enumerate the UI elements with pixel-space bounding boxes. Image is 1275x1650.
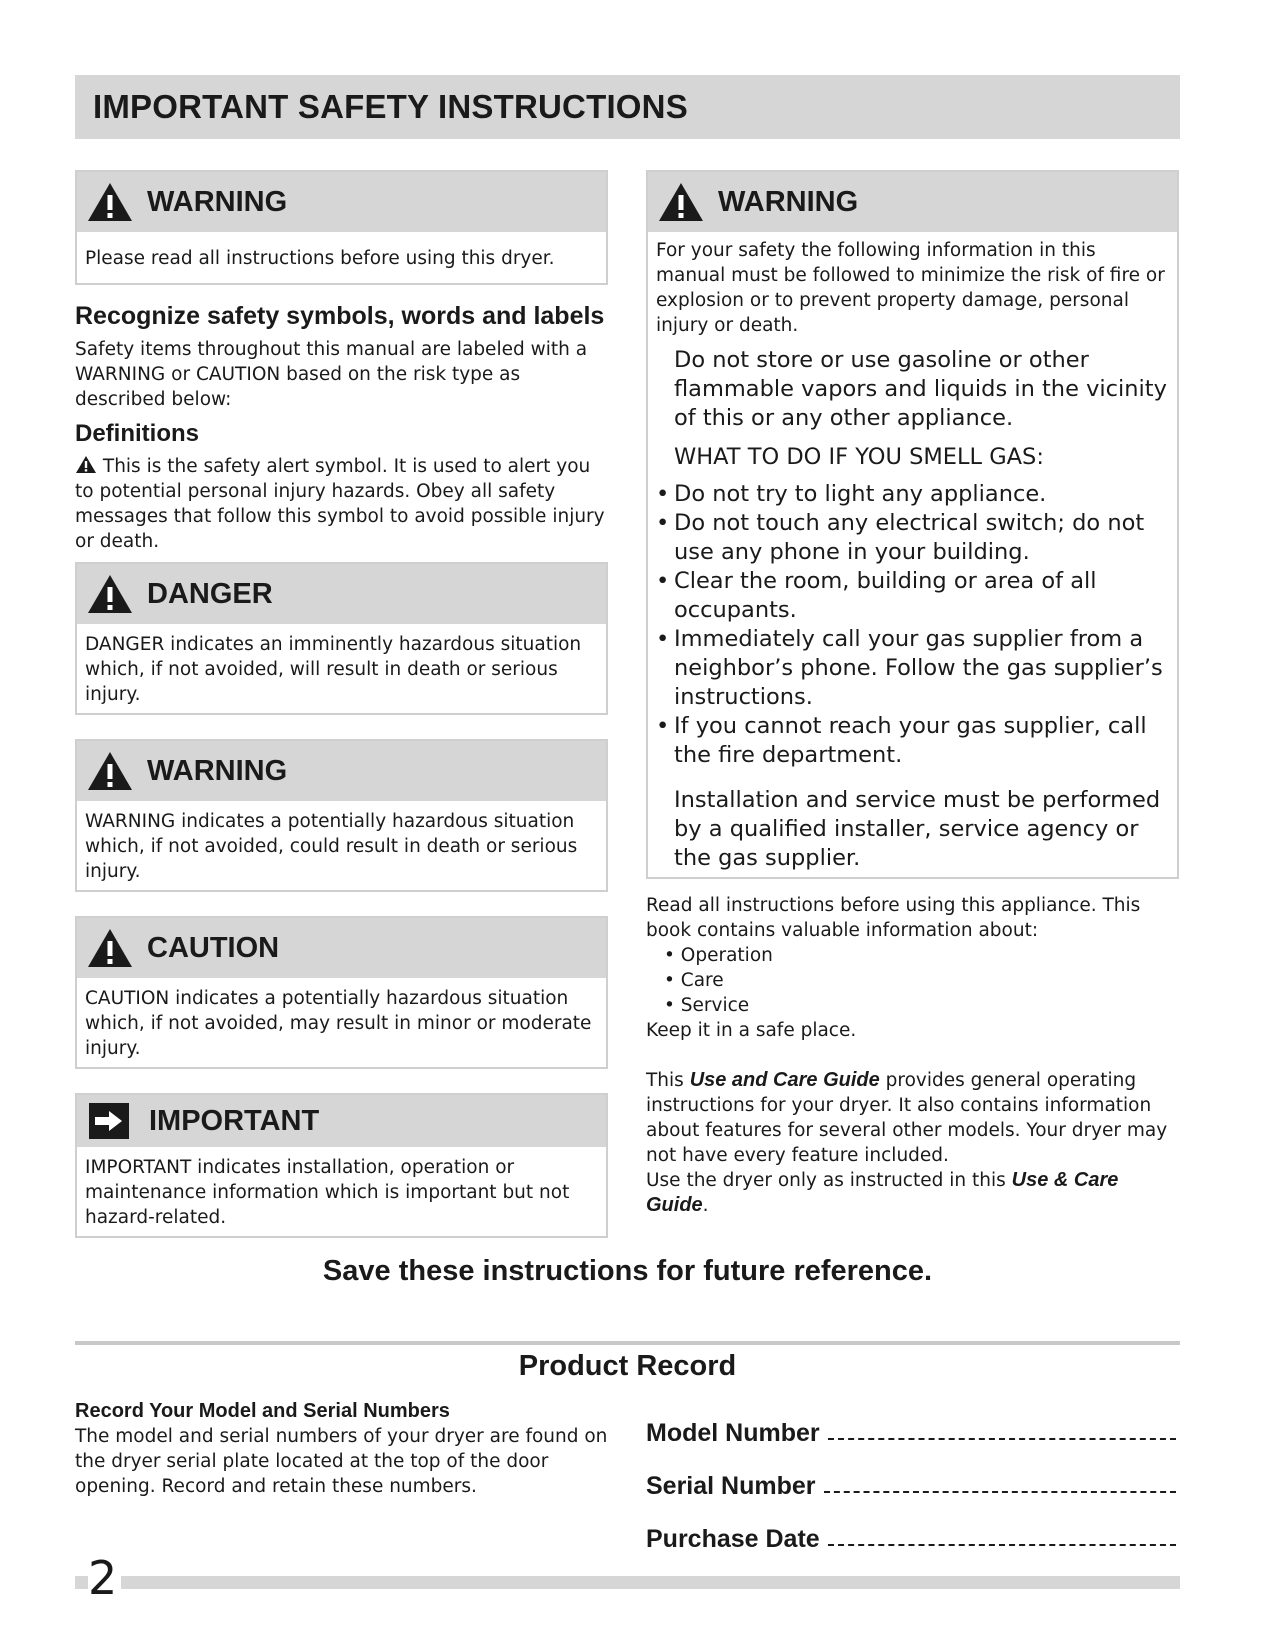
caution-box-header (77, 918, 606, 978)
recognize-heading: Recognize safety symbols, words and labels (75, 302, 605, 330)
save-instructions-note: Save these instructions for future reference. (322, 1255, 933, 1287)
list-item: • Care (664, 970, 724, 991)
danger-box (75, 562, 608, 715)
warning-definition-box (75, 739, 608, 892)
purchase-date-label: Purchase Date (646, 1525, 820, 1553)
warning-definition-label: WARNING (147, 754, 288, 787)
guide-paragraph: This Use and Care Guide provides general operating instructions for your dryer. It also contains information about features for several other models. Your dryer may not have every feature included. (646, 1069, 1168, 1166)
definitions-section (75, 420, 608, 554)
definitions-paragraph (75, 454, 608, 554)
caution-triangle-icon (87, 927, 133, 969)
danger-label: DANGER (147, 577, 273, 610)
warning-triangle-icon (658, 181, 704, 223)
serial-number-label: Serial Number (646, 1472, 816, 1500)
guide-title-2: Use & Care Guide (646, 1169, 1119, 1216)
caution-label: CAUTION (147, 931, 280, 964)
caution-box (75, 916, 608, 1069)
read-all-text: Read all instructions before using this appliance. This book contains valuable information about: (646, 895, 1141, 941)
model-number-line[interactable] (828, 1438, 1176, 1440)
warning-box-text: Please read all instructions before using this dryer. (85, 248, 555, 269)
record-text: The model and serial numbers of your dryer are found on the dryer serial plate located at the top of the door opening. Record and retain these numbers. (75, 1426, 608, 1497)
recognize-section (75, 301, 608, 412)
warning-box-left (75, 170, 608, 285)
warning-definition-header (77, 741, 606, 801)
serial-number-field[interactable] (646, 1448, 1176, 1501)
product-record-title: Product Record (518, 1350, 737, 1382)
important-box-header (77, 1095, 606, 1147)
divider (75, 1341, 1180, 1345)
purchase-date-line[interactable] (828, 1544, 1176, 1546)
important-text: IMPORTANT indicates installation, operation or maintenance information which is important but not hazard-related. (85, 1157, 570, 1228)
left-column (75, 170, 608, 1238)
record-heading: Record Your Model and Serial Numbers (75, 1400, 450, 1422)
gas-warning-body (648, 232, 1177, 877)
definitions-heading: Definitions (75, 420, 199, 447)
list-item: • Service (664, 995, 750, 1016)
list-item: • Immediately call your gas supplier from a neighbor’s phone. Follow the gas supplier’s instructions. (656, 626, 1163, 710)
keep-text: Keep it in a safe place. (646, 1020, 857, 1041)
caution-text: CAUTION indicates a potentially hazardous situation which, if not avoided, may result in minor or moderate injury. (85, 988, 592, 1059)
warning-box-header (77, 172, 606, 232)
purchase-date-field[interactable] (646, 1501, 1176, 1554)
arrow-right-icon (89, 1103, 129, 1139)
guide-usage-paragraph: Use the dryer only as instructed in this Use & Care Guide. (646, 1169, 1119, 1216)
gas-warning-label: WARNING (718, 185, 859, 218)
danger-box-header (77, 564, 606, 624)
guide-title: Use and Care Guide (689, 1069, 880, 1091)
list-item: • Do not try to light any appliance. (656, 481, 1047, 507)
page-title: IMPORTANT SAFETY INSTRUCTIONS (93, 88, 688, 125)
list-item: • Operation (664, 945, 773, 966)
recognize-text: Safety items throughout this manual are labeled with a WARNING or CAUTION based on the risk type as described below: (75, 339, 588, 410)
footer-bar (75, 1576, 1180, 1589)
store-warning-text: Do not store or use gasoline or other flammable vapors and liquids in the vicinity of this or any other appliance. (674, 347, 1167, 431)
warning-triangle-icon (87, 181, 133, 223)
read-instructions-section (646, 893, 1179, 1043)
title-bar (75, 75, 1180, 139)
right-column (646, 170, 1179, 1218)
gas-warning-header (648, 172, 1177, 232)
gas-warning-intro: For your safety the following information in this manual must be followed to minimize the risk of fire or explosion or to prevent property damage, personal injury or death. (656, 240, 1165, 336)
model-number-field[interactable] (646, 1395, 1176, 1448)
list-item: • Clear the room, building or area of all occupants. (656, 568, 1097, 623)
model-number-label: Model Number (646, 1419, 820, 1447)
list-item: • Do not touch any electrical switch; do not use any phone in your building. (656, 510, 1145, 565)
topics-list (646, 943, 1179, 1018)
warning-label: WARNING (147, 185, 288, 218)
list-item: • If you cannot reach your gas supplier, call the fire department. (656, 713, 1147, 768)
record-instructions (75, 1398, 615, 1499)
page-number: 2 (88, 1553, 121, 1603)
important-label: IMPORTANT (149, 1104, 320, 1137)
record-fields (646, 1395, 1176, 1554)
danger-triangle-icon (87, 573, 133, 615)
smell-gas-heading: WHAT TO DO IF YOU SMELL GAS: (674, 444, 1044, 470)
important-box (75, 1093, 608, 1238)
safety-alert-icon (75, 455, 97, 474)
gas-warning-box (646, 170, 1179, 879)
warning-triangle-icon (87, 750, 133, 792)
serial-number-line[interactable] (824, 1491, 1176, 1493)
warning-definition-text: WARNING indicates a potentially hazardous situation which, if not avoided, could result in death or serious injury. (85, 811, 578, 882)
gas-bullet-list (656, 480, 1167, 770)
definitions-text: This is the safety alert symbol. It is used to alert you to potential personal injury hazards. Obey all safety messages that follow this symbol to avoid possible injury or death. (75, 456, 605, 552)
danger-text: DANGER indicates an imminently hazardous situation which, if not avoided, will result in death or serious injury. (85, 634, 582, 705)
guide-section (646, 1068, 1179, 1218)
installation-text: Installation and service must be performed by a qualified installer, service agency or the gas supplier. (674, 787, 1161, 871)
